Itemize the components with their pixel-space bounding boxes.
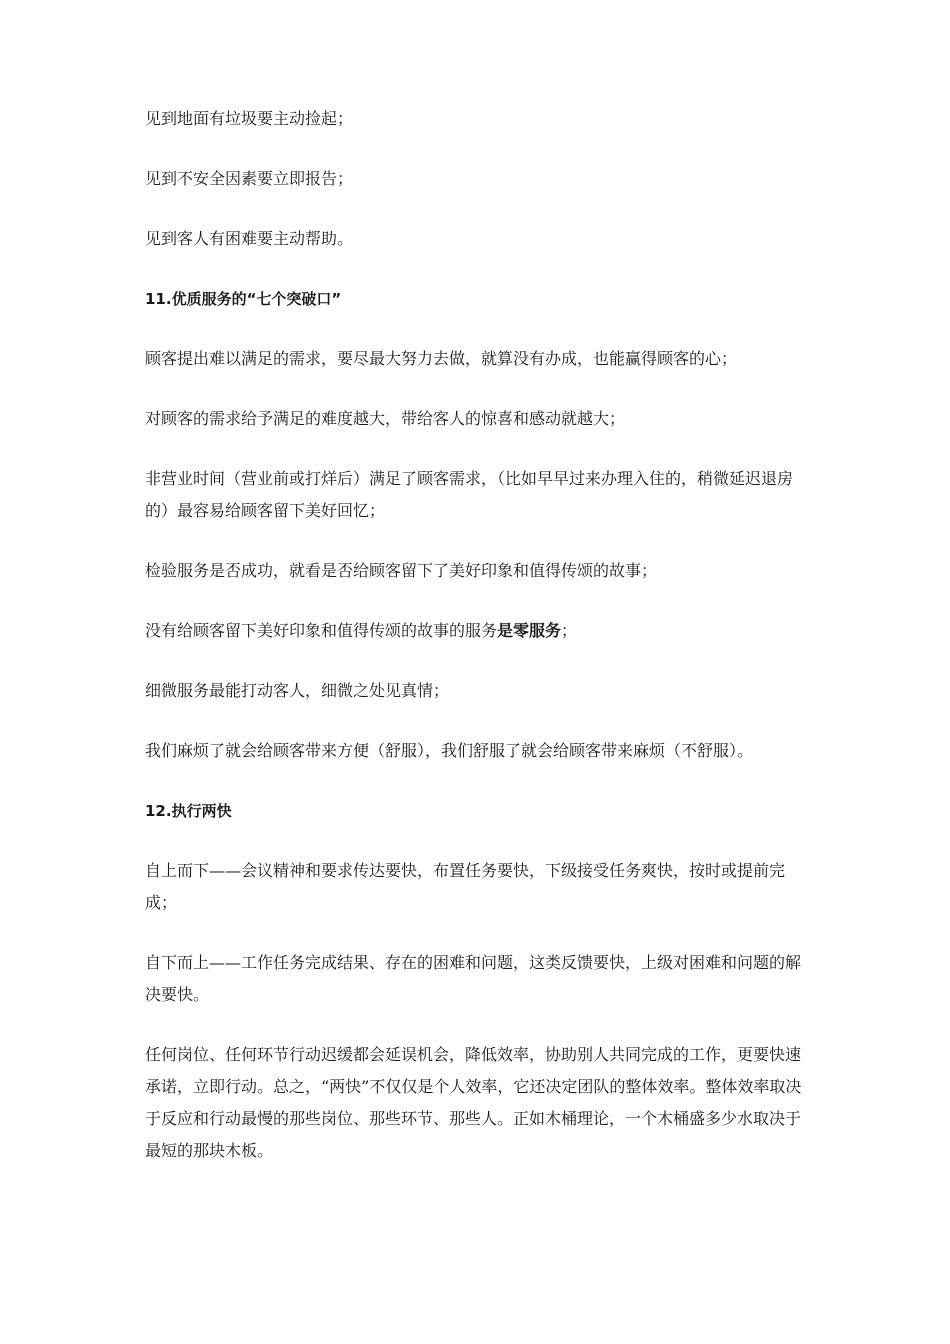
paragraph: 检验服务是否成功，就看是否给顾客留下了美好印象和值得传颂的故事；: [145, 561, 658, 580]
paragraph-text: 没有给顾客留下美好印象和值得传颂的故事的服务: [145, 621, 498, 640]
paragraph: [145, 615, 815, 647]
paragraph: 自上而下——会议精神和要求传达要快，布置任务要快，下级接受任务爽快，按时或提前完成；: [145, 861, 786, 912]
paragraph: 自下而上——工作任务完成结果、存在的困难和问题，这类反馈要快，上级对困难和问题的解决要快。: [145, 953, 802, 1004]
document-body: [145, 103, 815, 1167]
paragraph: 对顾客的需求给予满足的难度越大，带给客人的惊喜和感动就越大；: [145, 409, 626, 428]
section-heading-12: 12.执行两快: [145, 802, 232, 820]
paragraph: 细微服务最能打动客人，细微之处见真情；: [145, 681, 450, 700]
paragraph: 任何岗位、任何环节行动迟缓都会延误机会，降低效率，协助别人共同完成的工作，更要快速承诺，立即行动。总之，“两快”不仅仅是个人效率，它还决定团队的整体效率。整体效率取决于反应和行动最慢的那些岗位、那些环节、那些人。正如木桶理论，一个木桶盛多少水取决于最短的那块木板。: [145, 1045, 802, 1160]
paragraph: 见到不安全因素要立即报告；: [145, 169, 354, 188]
bold-emphasis: 是零服务: [497, 621, 562, 640]
paragraph-text: ；: [561, 621, 578, 640]
paragraph: 我们麻烦了就会给顾客带来方便（舒服），我们舒服了就会给顾客带来麻烦（不舒服）。: [145, 741, 754, 760]
paragraph: 见到地面有垃圾要主动捡起；: [145, 109, 354, 128]
paragraph: 见到客人有困难要主动帮助。: [145, 229, 354, 248]
section-heading-11: 11.优质服务的“七个突破口”: [145, 290, 342, 308]
paragraph: 非营业时间（营业前或打烊后）满足了顾客需求，（比如早早过来办理入住的，稍微延迟退房的）最容易给顾客留下美好回忆；: [145, 469, 794, 520]
paragraph: 顾客提出难以满足的需求，要尽最大努力去做，就算没有办成，也能赢得顾客的心；: [145, 349, 738, 368]
